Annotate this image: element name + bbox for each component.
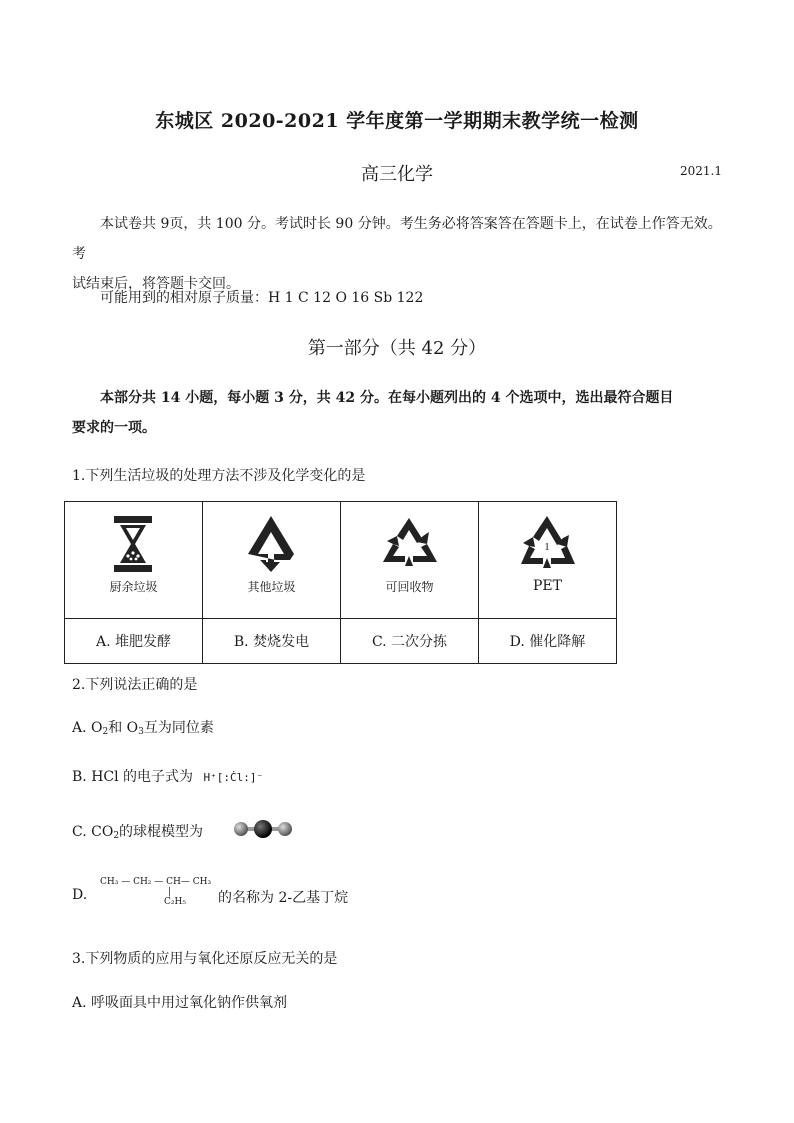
q2-stem: 2.下列说法正确的是 [72,677,198,693]
q2-option-c [72,821,203,841]
icon-caption: PET [533,578,562,594]
q3-option-a: A. 呼吸面具中用过氧化钠作供氧剂 [72,995,288,1011]
q2-option-d-label: D. [72,887,88,903]
subscript: 2 [102,727,109,737]
q2-option-d-text: 的名称为 2-乙基丁烷 [218,890,349,906]
subscript: 3 [138,727,144,737]
q2-option-a [72,717,214,737]
q1-icon-cell [341,502,479,619]
q1-option-b: B. 焚烧发电 [203,619,341,664]
branch-bond: | [168,887,172,897]
instructions-line1: 本试卷共 9页，共 100 分。考试时长 90 分钟。考生务必将答案答在答题卡上，在试卷上作答无效。考 [72,216,722,262]
part1-intro [72,383,722,443]
q1-icon-cell [65,502,203,619]
subject-title: 高三化学 [361,164,433,185]
q1-stem: 1.下列生活垃圾的处理方法不涉及化学变化的是 [72,468,366,484]
text: B. HCl 的电子式为 [72,769,194,785]
text: 互为同位素 [143,720,214,736]
hourglass-icon [108,514,158,574]
q1-icon-cell [479,502,617,619]
q3-stem: 3.下列物质的应用与氧化还原反应无关的是 [72,951,338,967]
part1-heading: 第一部分（共 42 分） [307,338,487,359]
instructions-line2: 试结束后，将答题卡交回。 [72,276,240,292]
icon-caption: 厨余垃圾 [109,580,158,594]
resin-code: 1 [544,541,550,553]
structural-formula [100,877,211,907]
q1-option-a: A. 堆肥发酵 [65,619,203,664]
icon-caption: 可回收物 [385,580,434,594]
hcl-electron-formula: H⁺[:Ċl:]⁻ [203,771,264,784]
atomic-masses: 可能用到的相对原子质量：H 1 C 12 O 16 Sb 122 [100,290,424,306]
exam-date: 2021.1 [680,164,722,178]
main-chain: CH₃ — CH₂ — CH— CH₃ [100,877,212,887]
q1-icon-cell [203,502,341,619]
text: 和 O [108,720,139,736]
triangle-arrow-icon [246,514,296,574]
part1-intro-line2: 要求的一项。 [72,420,156,436]
recycle-pet-icon [517,514,577,574]
text: C. CO [72,824,114,840]
q1-options-table [64,501,617,664]
q1-option-d: D. 催化降解 [479,619,617,664]
q2-option-b [72,766,263,786]
exam-title: 东城区 2020-2021 学年度第一学期期末教学统一检测 [155,110,639,132]
text: A. O [72,720,103,736]
text: 的球棍模型为 [119,824,204,840]
recycle-icon [379,514,439,574]
ethyl-branch: C₂H₅ [164,897,186,907]
part1-intro-line1: 本部分共 14 小题，每小题 3 分，共 42 分。在每小题列出的 4 个选项中，选出最符合题目 [100,390,674,406]
icon-caption: 其他垃圾 [247,580,296,594]
co2-ball-stick-model [232,819,294,839]
subscript: 2 [113,831,120,841]
q1-option-c: C. 二次分拣 [341,619,479,664]
